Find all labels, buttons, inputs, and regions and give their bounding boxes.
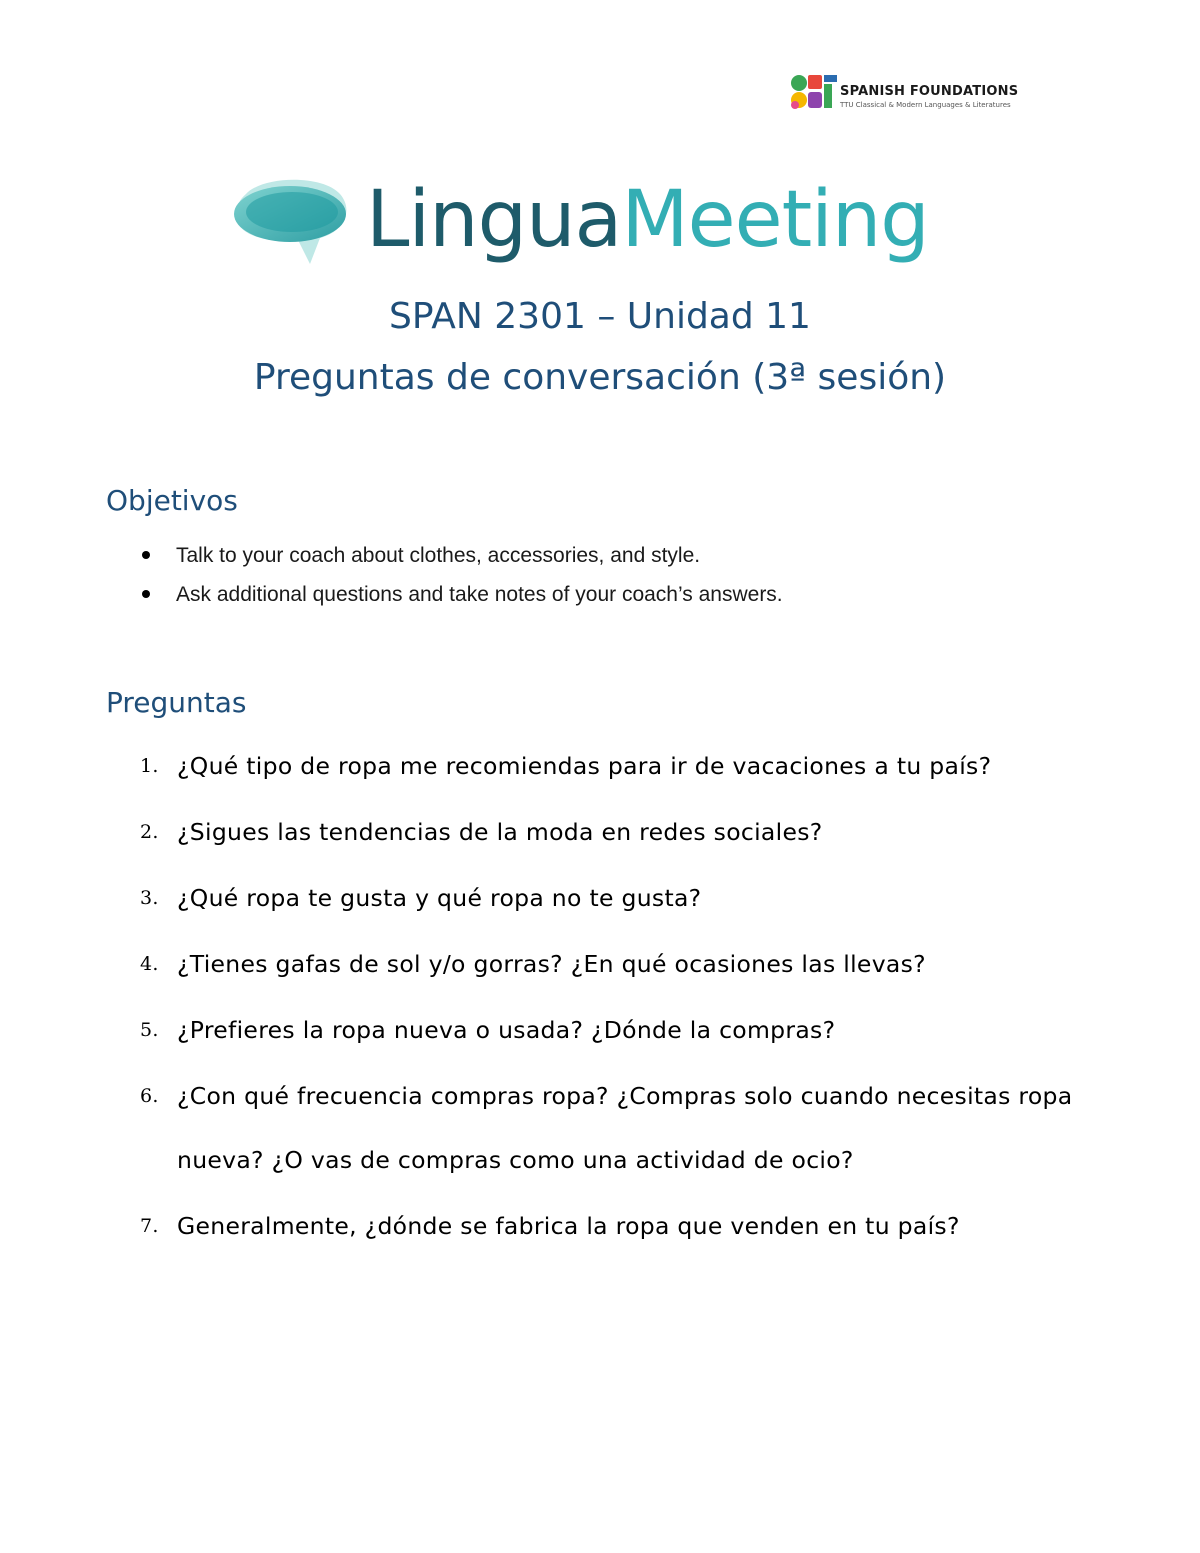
spanish-foundations-logo [790,74,1019,112]
page-title: SPAN 2301 – Unidad 11 [389,296,811,337]
spanish-foundations-subtitle: TTU Classical & Modern Languages & Literatures [840,101,1011,109]
pregunta-item [140,1194,1100,1258]
linguameeting-logo [232,170,977,270]
pregunta-item [140,1064,1100,1192]
pregunta-text: ¿Tienes gafas de sol y/o gorras? ¿En qué ocasiones las llevas? [177,950,926,978]
pregunta-number: 7. [140,1215,159,1237]
pregunta-number: 2. [140,821,159,843]
pregunta-number: 3. [140,887,159,909]
preguntas-list [140,734,1100,1260]
pregunta-number: 4. [140,953,159,975]
pregunta-item [140,866,1100,930]
objetivo-item [140,536,783,575]
linguameeting-wordmark [366,170,929,270]
pregunta-item [140,734,1100,798]
objetivos-list [140,536,783,614]
pregunta-number: 1. [140,755,159,777]
pregunta-text: ¿Sigues las tendencias de la moda en redes sociales? [177,818,823,846]
pregunta-text: ¿Qué ropa te gusta y qué ropa no te gusta? [177,884,702,912]
objetivos-heading: Objetivos [106,484,238,517]
objetivo-text: Talk to your coach about clothes, accessories, and style. [176,544,701,567]
bullet-icon [142,590,150,598]
wordmark-lingua: Lingua [366,175,622,265]
pregunta-item [140,800,1100,864]
wordmark-meeting: Meeting [621,175,929,265]
pregunta-text: Generalmente, ¿dónde se fabrica la ropa que venden en tu país? [177,1212,960,1240]
objetivo-text: Ask additional questions and take notes of your coach’s answers. [176,583,783,606]
spanish-foundations-mark-icon [790,74,838,110]
pregunta-number: 6. [140,1085,159,1107]
pregunta-text: ¿Prefieres la ropa nueva o usada? ¿Dónde la compras? [177,1016,836,1044]
preguntas-heading: Preguntas [106,686,247,719]
pregunta-item [140,932,1100,996]
bullet-icon [142,551,150,559]
pregunta-item [140,998,1100,1062]
speech-bubble-icon [232,174,350,270]
pregunta-text: ¿Qué tipo de ropa me recomiendas para ir de vacaciones a tu país? [177,752,992,780]
page-subtitle: Preguntas de conversación (3ª sesión) [253,357,947,398]
pregunta-text: ¿Con qué frecuencia compras ropa? ¿Compras solo cuando necesitas ropa nueva? ¿O vas de compras como una actividad de ocio? [177,1082,1073,1174]
spanish-foundations-name: SPANISH FOUNDATIONS [840,84,1019,99]
pregunta-number: 5. [140,1019,159,1041]
objetivo-item [140,575,783,614]
